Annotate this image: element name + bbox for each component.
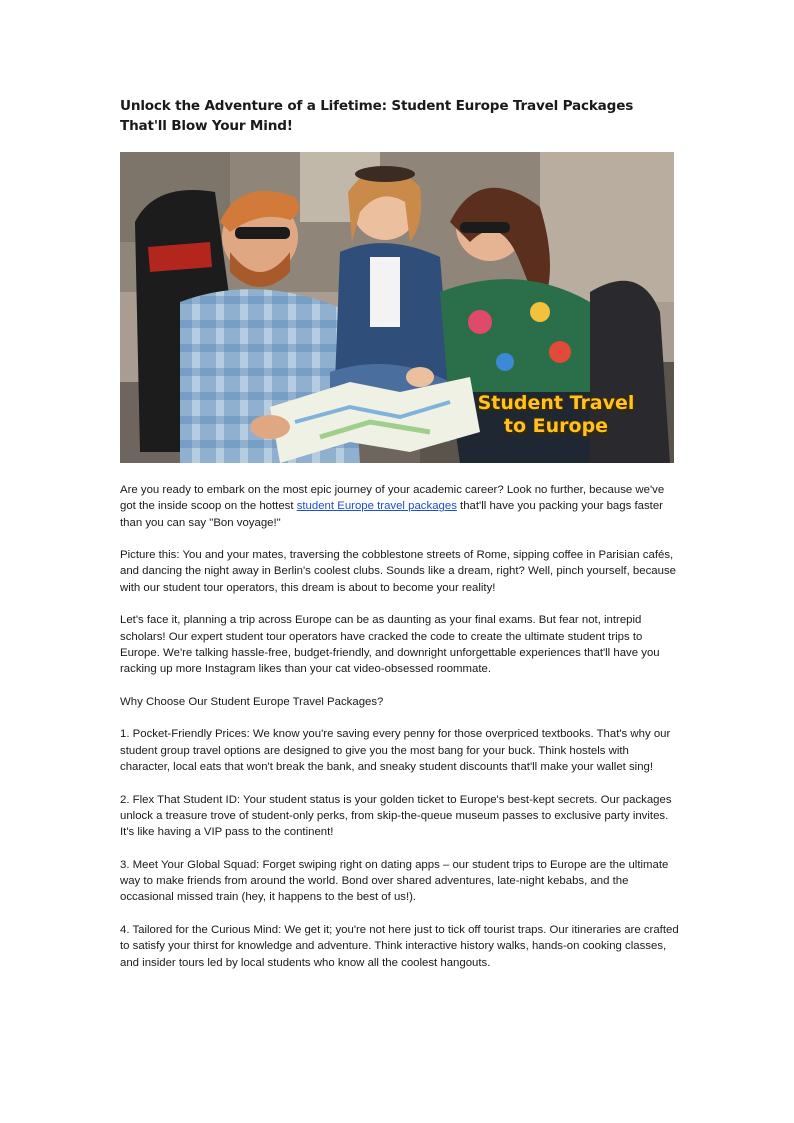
reason-item: 4. Tailored for the Curious Mind: We get it; you're not here just to tick off tourist traps. Our itineraries are crafted to satisfy your thirst for knowledge and adventure. Think interactive history walks, hands-on cooking classes, and insider tours led by local students who know all the coolest hangouts. (120, 924, 679, 969)
article-title: Unlock the Adventure of a Lifetime: Student Europe Travel Packages That'll Blow Your Mind! (120, 98, 634, 134)
intro-text-before-link: Are you ready to embark on the most epic journey of your academic career? Look no further, because we've got the inside scoop on the hottest (120, 484, 665, 513)
hero-overlay-caption: Student Travel to Europe (477, 392, 635, 437)
article (120, 96, 680, 987)
paragraph-3: Let's face it, planning a trip across Europe can be as daunting as your final exams. But fear not, intrepid scholars! Our expert student tour operators have cracked the code to create the ultimate student trips to Europe. We're talking hassle-free, budget-friendly, and downright unforgettable experiences that'll have you racking up more Instagram likes than your cat video-obsessed roommate. (120, 614, 660, 676)
section-heading: Why Choose Our Student Europe Travel Packages? (120, 695, 384, 708)
reason-item: 2. Flex That Student ID: Your student status is your golden ticket to Europe's best-kept secrets. Our packages unlock a treasure trove of student-only perks, from skip-the-queue museum passes to exclusive party invites. It's like having a VIP pass to the continent! (120, 793, 672, 839)
student-europe-travel-packages-link[interactable]: student Europe travel packages (296, 500, 457, 513)
paragraph-2: Picture this: You and your mates, traversing the cobblestone streets of Rome, sipping coffee in Parisian cafés, and dancing the night away in Berlin's coolest clubs. Sounds like a dream, right? Well, pinch yourself, because with our student tour operators, this dream is about to become your reality! (120, 549, 676, 594)
hero-image (120, 152, 674, 463)
reason-item: 3. Meet Your Global Squad: Forget swiping right on dating apps – our student trips to Europe are the ultimate way to make friends from around the world. Bond over shared adventures, late-night kebabs, and the occasional missed train (hey, it happens to the best of us!). (120, 858, 669, 904)
reason-item: 1. Pocket-Friendly Prices: We know you're saving every penny for those overpriced textbooks. That's why our student group travel options are designed to give you the most bang for your buck. Think hostels with character, local eats that won't break the bank, and sneaky student discounts that'll make your wallet sing! (120, 728, 671, 774)
intro-text-after-link: that'll have you packing your bags faster than you can say "Bon voyage!" (120, 500, 663, 529)
intro-paragraph (120, 482, 680, 531)
